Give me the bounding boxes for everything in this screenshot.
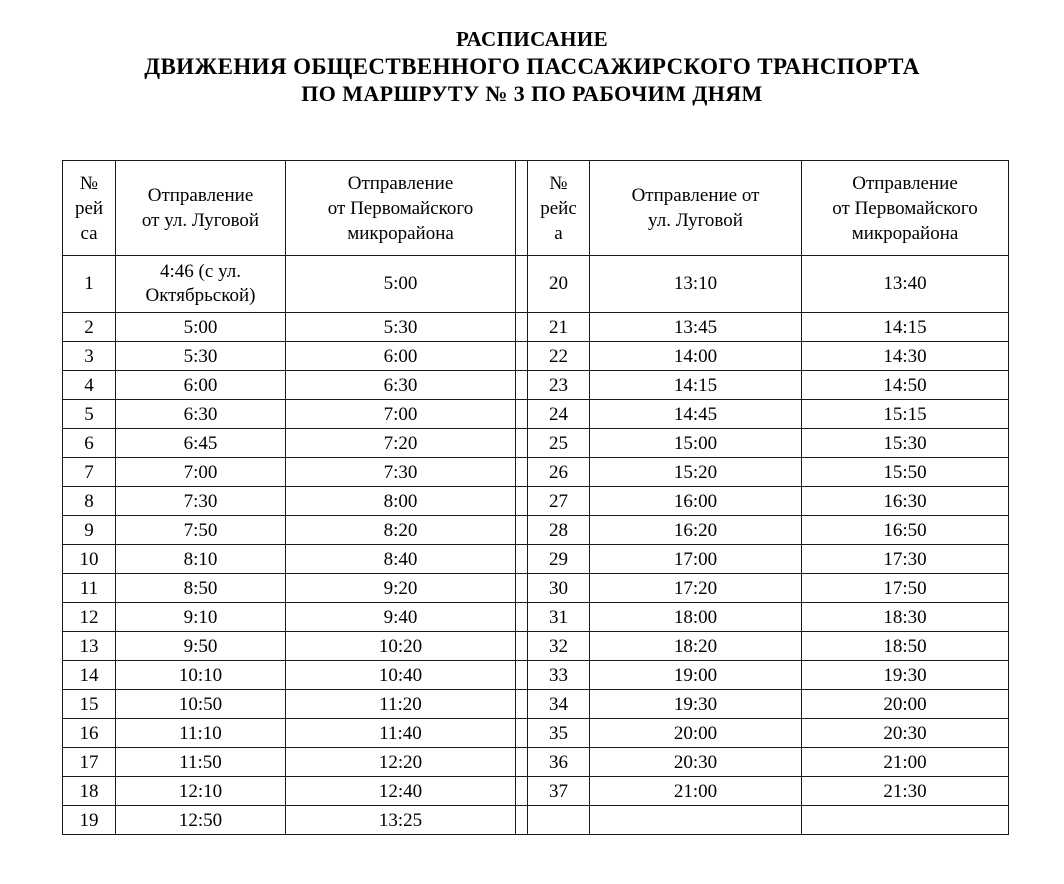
column-separator: [516, 545, 528, 574]
cell-departure-pervomaysky-left: 10:20: [286, 632, 516, 661]
cell-departure-lugovoy-left: 11:10: [116, 719, 286, 748]
cell-departure-lugovoy-right: 20:30: [590, 748, 802, 777]
cell-departure-pervomaysky-right: 14:50: [802, 371, 1009, 400]
cell-departure-pervomaysky-left: 7:30: [286, 458, 516, 487]
cell-departure-pervomaysky-left: 10:40: [286, 661, 516, 690]
cell-trip-no-right: 30: [528, 574, 590, 603]
cell-departure-pervomaysky-right: 20:30: [802, 719, 1009, 748]
schedule-sheet: [62, 160, 1008, 835]
cell-trip-no-right: 34: [528, 690, 590, 719]
table-row: [63, 400, 1009, 429]
header-trip-no-right-line1: №: [549, 172, 568, 194]
cell-trip-no-left: 18: [63, 777, 116, 806]
column-separator: [516, 256, 528, 313]
cell-trip-no-right: 26: [528, 458, 590, 487]
cell-trip-no-right: 35: [528, 719, 590, 748]
header-trip-no-left-line1: №: [79, 172, 99, 194]
column-separator: [516, 371, 528, 400]
cell-departure-lugovoy-left: 5:30: [116, 342, 286, 371]
column-separator: [516, 574, 528, 603]
header-departure-pervomaysky-left-line3: микрорайона: [347, 222, 454, 244]
cell-trip-no-right: 23: [528, 371, 590, 400]
cell-departure-pervomaysky-left: 12:40: [286, 777, 516, 806]
table-row: [63, 748, 1009, 777]
column-separator: [516, 777, 528, 806]
cell-departure-lugovoy-right: 20:00: [590, 719, 802, 748]
cell-departure-pervomaysky-right: 18:30: [802, 603, 1009, 632]
header-trip-no-right-line2: рейс: [540, 197, 577, 219]
table-row: [63, 806, 1009, 835]
cell-departure-lugovoy-right: 18:20: [590, 632, 802, 661]
header-departure-pervomaysky-right-line2: от Первомайского: [832, 197, 978, 219]
cell-departure-pervomaysky-left: 13:25: [286, 806, 516, 835]
column-separator: [516, 313, 528, 342]
cell-trip-no-right: 21: [528, 313, 590, 342]
cell-trip-no-right: 25: [528, 429, 590, 458]
table-header: [63, 161, 1009, 256]
table-row: [63, 661, 1009, 690]
cell-departure-pervomaysky-left: 7:00: [286, 400, 516, 429]
cell-departure-pervomaysky-right: [802, 806, 1009, 835]
cell-departure-pervomaysky-right: 14:30: [802, 342, 1009, 371]
cell-departure-pervomaysky-right: 15:30: [802, 429, 1009, 458]
column-separator: [516, 661, 528, 690]
header-departure-pervomaysky-right: [802, 161, 1009, 256]
cell-trip-no-left: 6: [63, 429, 116, 458]
cell-departure-pervomaysky-left: 11:20: [286, 690, 516, 719]
cell-departure-pervomaysky-left: 8:20: [286, 516, 516, 545]
table-row: [63, 777, 1009, 806]
cell-departure-lugovoy-left: 7:00: [116, 458, 286, 487]
column-separator: [516, 458, 528, 487]
cell-departure-lugovoy-right: 17:00: [590, 545, 802, 574]
cell-trip-no-left: 1: [63, 256, 116, 313]
cell-departure-lugovoy-right: 19:30: [590, 690, 802, 719]
column-separator: [516, 487, 528, 516]
column-separator: [516, 516, 528, 545]
cell-departure-pervomaysky-right: 16:50: [802, 516, 1009, 545]
cell-trip-no-right: 22: [528, 342, 590, 371]
header-departure-pervomaysky-right-line3: микрорайона: [851, 222, 959, 244]
cell-departure-lugovoy-left: 9:50: [116, 632, 286, 661]
cell-trip-no-right: 29: [528, 545, 590, 574]
cell-departure-lugovoy-left: 6:45: [116, 429, 286, 458]
table-row: [63, 719, 1009, 748]
cell-trip-no-right: 24: [528, 400, 590, 429]
table-body: [63, 256, 1009, 835]
cell-departure-lugovoy-left: 4:46 (с ул. Октябрьской): [116, 256, 286, 313]
table-row: [63, 603, 1009, 632]
header-trip-no-right-line3: а: [554, 222, 563, 244]
cell-trip-no-left: 13: [63, 632, 116, 661]
column-separator: [516, 603, 528, 632]
cell-departure-lugovoy-right: 16:20: [590, 516, 802, 545]
cell-departure-pervomaysky-left: 12:20: [286, 748, 516, 777]
header-departure-lugovoy-right-line1: Отправление от: [631, 185, 760, 206]
header-departure-lugovoy-left-line2: от ул. Луговой: [141, 210, 260, 231]
cell-trip-no-right: 36: [528, 748, 590, 777]
cell-trip-no-left: 10: [63, 545, 116, 574]
column-separator: [516, 748, 528, 777]
cell-trip-no-left: 15: [63, 690, 116, 719]
cell-trip-no-right: 20: [528, 256, 590, 313]
cell-departure-pervomaysky-left: 7:20: [286, 429, 516, 458]
cell-trip-no-left: 16: [63, 719, 116, 748]
header-trip-no-left-line3: са: [80, 222, 98, 244]
table-row: [63, 458, 1009, 487]
cell-departure-pervomaysky-left: 8:40: [286, 545, 516, 574]
cell-trip-no-left: 19: [63, 806, 116, 835]
cell-trip-no-right: 27: [528, 487, 590, 516]
cell-departure-pervomaysky-right: 18:50: [802, 632, 1009, 661]
table-row: [63, 342, 1009, 371]
header-departure-pervomaysky-left-line1: Отправление: [347, 172, 454, 194]
cell-departure-pervomaysky-right: 16:30: [802, 487, 1009, 516]
cell-trip-no-left: 4: [63, 371, 116, 400]
cell-trip-no-left: 12: [63, 603, 116, 632]
cell-trip-no-left: 8: [63, 487, 116, 516]
cell-departure-lugovoy-left: 7:30: [116, 487, 286, 516]
cell-departure-lugovoy-left: 12:10: [116, 777, 286, 806]
cell-trip-no-left: 9: [63, 516, 116, 545]
title-line-3: ПО МАРШРУТУ № 3 ПО РАБОЧИМ ДНЯМ: [301, 81, 763, 106]
cell-departure-pervomaysky-right: 20:00: [802, 690, 1009, 719]
cell-departure-pervomaysky-right: 17:30: [802, 545, 1009, 574]
cell-departure-lugovoy-left: 8:50: [116, 574, 286, 603]
header-row: [63, 161, 1009, 256]
cell-departure-lugovoy-right: 15:20: [590, 458, 802, 487]
schedule-table: [62, 160, 1009, 835]
cell-trip-no-right: 28: [528, 516, 590, 545]
cell-departure-pervomaysky-right: 14:15: [802, 313, 1009, 342]
cell-departure-lugovoy-right: 15:00: [590, 429, 802, 458]
header-trip-no-left-line2: рей: [74, 197, 104, 219]
cell-departure-pervomaysky-right: 15:15: [802, 400, 1009, 429]
table-row: [63, 313, 1009, 342]
cell-trip-no-left: 2: [63, 313, 116, 342]
cell-departure-pervomaysky-left: 5:00: [286, 256, 516, 313]
header-departure-lugovoy-right: [590, 161, 802, 256]
column-separator: [516, 719, 528, 748]
header-departure-lugovoy-right-line2: ул. Луговой: [648, 210, 743, 231]
cell-departure-pervomaysky-right: 21:00: [802, 748, 1009, 777]
cell-trip-no-left: 17: [63, 748, 116, 777]
cell-trip-no-left: 14: [63, 661, 116, 690]
cell-departure-pervomaysky-left: 6:00: [286, 342, 516, 371]
table-row: [63, 487, 1009, 516]
cell-departure-pervomaysky-right: 17:50: [802, 574, 1009, 603]
cell-trip-no-left: 5: [63, 400, 116, 429]
cell-departure-lugovoy-right: 18:00: [590, 603, 802, 632]
column-separator: [516, 806, 528, 835]
table-row: [63, 574, 1009, 603]
cell-departure-lugovoy-left: 10:50: [116, 690, 286, 719]
table-row: [63, 256, 1009, 313]
cell-trip-no-right: 37: [528, 777, 590, 806]
cell-trip-no-right: 33: [528, 661, 590, 690]
title-line-2: ДВИЖЕНИЯ ОБЩЕСТВЕННОГО ПАССАЖИРСКОГО ТРАНСПОРТА: [144, 54, 920, 79]
cell-departure-lugovoy-left: 8:10: [116, 545, 286, 574]
cell-trip-no-right: 31: [528, 603, 590, 632]
cell-trip-no-right: [528, 806, 590, 835]
cell-departure-lugovoy-left: 9:10: [116, 603, 286, 632]
cell-departure-pervomaysky-left: 6:30: [286, 371, 516, 400]
cell-departure-pervomaysky-right: 21:30: [802, 777, 1009, 806]
cell-departure-pervomaysky-left: 9:40: [286, 603, 516, 632]
cell-departure-lugovoy-right: 14:45: [590, 400, 802, 429]
cell-trip-no-left: 11: [63, 574, 116, 603]
cell-trip-no-left: 7: [63, 458, 116, 487]
table-row: [63, 690, 1009, 719]
cell-departure-lugovoy-right: 13:45: [590, 313, 802, 342]
cell-departure-lugovoy-left: 10:10: [116, 661, 286, 690]
cell-departure-lugovoy-left: 6:00: [116, 371, 286, 400]
cell-trip-no-right: 32: [528, 632, 590, 661]
table-row: [63, 371, 1009, 400]
cell-departure-pervomaysky-left: 8:00: [286, 487, 516, 516]
cell-departure-lugovoy-right: 17:20: [590, 574, 802, 603]
column-separator: [516, 161, 528, 256]
document-title: [0, 26, 1064, 107]
table-row: [63, 516, 1009, 545]
cell-departure-lugovoy-right: [590, 806, 802, 835]
table-row: [63, 429, 1009, 458]
cell-departure-pervomaysky-right: 15:50: [802, 458, 1009, 487]
header-departure-pervomaysky-left-line2: от Первомайского: [327, 197, 474, 219]
header-trip-no-left: [63, 161, 116, 256]
cell-departure-lugovoy-right: 13:10: [590, 256, 802, 313]
cell-departure-lugovoy-left: 11:50: [116, 748, 286, 777]
cell-departure-lugovoy-left: 7:50: [116, 516, 286, 545]
cell-departure-pervomaysky-right: 13:40: [802, 256, 1009, 313]
column-separator: [516, 400, 528, 429]
cell-trip-no-left: 3: [63, 342, 116, 371]
title-line-1: РАСПИСАНИЕ: [455, 27, 609, 51]
cell-departure-lugovoy-right: 21:00: [590, 777, 802, 806]
cell-departure-pervomaysky-left: 5:30: [286, 313, 516, 342]
header-departure-lugovoy-left-line1: Отправление: [147, 185, 254, 206]
header-departure-lugovoy-left: [116, 161, 286, 256]
column-separator: [516, 342, 528, 371]
column-separator: [516, 632, 528, 661]
table-row: [63, 632, 1009, 661]
header-trip-no-right: [528, 161, 590, 256]
header-departure-pervomaysky-right-line1: Отправление: [852, 172, 958, 194]
cell-departure-pervomaysky-left: 9:20: [286, 574, 516, 603]
cell-departure-pervomaysky-right: 19:30: [802, 661, 1009, 690]
cell-departure-lugovoy-left: 12:50: [116, 806, 286, 835]
cell-departure-pervomaysky-left: 11:40: [286, 719, 516, 748]
column-separator: [516, 690, 528, 719]
cell-departure-lugovoy-right: 14:00: [590, 342, 802, 371]
table-row: [63, 545, 1009, 574]
cell-departure-lugovoy-right: 16:00: [590, 487, 802, 516]
column-separator: [516, 429, 528, 458]
cell-departure-lugovoy-right: 19:00: [590, 661, 802, 690]
header-departure-pervomaysky-left: [286, 161, 516, 256]
cell-departure-lugovoy-right: 14:15: [590, 371, 802, 400]
cell-departure-lugovoy-left: 5:00: [116, 313, 286, 342]
cell-departure-lugovoy-left: 6:30: [116, 400, 286, 429]
